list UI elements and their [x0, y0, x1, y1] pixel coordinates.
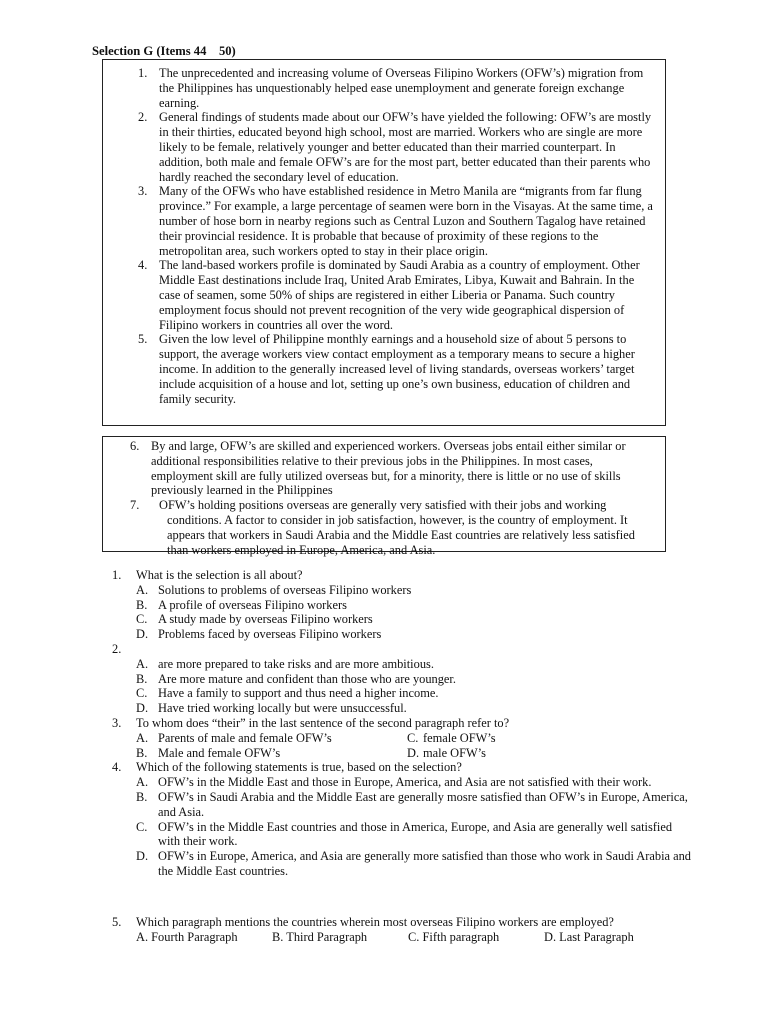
option-letter: A. [136, 929, 149, 944]
question-item [112, 716, 692, 760]
answer-option[interactable] [136, 583, 692, 598]
answer-option[interactable] [408, 930, 544, 945]
option-letter: C. [136, 686, 148, 701]
paragraph-number: 2. [138, 110, 148, 125]
answer-option[interactable] [136, 627, 692, 642]
passage-paragraph [103, 332, 665, 406]
question-number: 3. [112, 715, 122, 730]
option-letter: D. [136, 849, 149, 864]
option-letter: C. [136, 612, 148, 627]
option-text: Have a family to support and thus need a higher income. [158, 686, 439, 701]
answer-option[interactable] [136, 849, 692, 879]
passage-paragraph [103, 66, 665, 110]
question-text: Which of the following statements is true, based on the selection? [136, 760, 462, 775]
paragraph-number: 3. [138, 184, 148, 199]
option-text: female OFW’s [423, 730, 496, 745]
option-text: A profile of overseas Filipino workers [158, 597, 347, 612]
option-letter: B. [136, 597, 148, 612]
answer-option-row [136, 746, 692, 761]
answer-option[interactable] [407, 746, 623, 761]
option-text: OFW’s in Saudi Arabia and the Middle East are generally mosre satisfied than OFW’s in Europe, America, and Asia. [158, 789, 688, 819]
paragraph-text: Given the low level of Philippine monthly earnings and a household size of about 5 persons to support, the average workers view contact employment as a temporary means to secure a higher income. In addition to the generally increased level of living standards, overseas workers’ target include acquisition of a house and lot, setting up one’s own business, education of children and family security. [159, 332, 635, 406]
option-letter: B. [136, 671, 148, 686]
answer-option[interactable] [272, 930, 408, 945]
option-letter: A. [136, 582, 149, 597]
paragraph-number: 4. [138, 258, 148, 273]
option-text: Solutions to problems of overseas Filipino workers [158, 582, 412, 597]
option-text: Are more mature and confident than those who are younger. [158, 671, 456, 686]
passage-paragraph [103, 498, 665, 557]
option-text: OFW’s in the Middle East and those in Europe, America, and Asia are not satisfied with their work. [158, 775, 652, 790]
option-letter: B. [136, 789, 148, 804]
option-letter: A. [136, 775, 149, 790]
answer-option[interactable] [136, 657, 692, 672]
paragraph-text: The land-based workers profile is dominated by Saudi Arabia as a country of employment. Other Middle East destinations include Iraq, United Arab Emirates, Libya, Kuwait and Bahrain. In the case of seamen, some 50% of ships are registered in either Liberia or Panama. Such country employment focus should not prevent recognition of the very wide geographical dispersion of Filipino workers in countries all over the word. [159, 258, 640, 332]
paragraph-number: 5. [138, 332, 148, 347]
paragraph-text: The unprecedented and increasing volume of Overseas Filipino Workers (OFW’s) migration from the Philippines has unquestionably helped ease unemployment and generate foreign exchange earning. [159, 66, 644, 110]
passage-paragraph [103, 439, 665, 498]
question-text: What is the selection is all about? [136, 568, 303, 582]
answer-option[interactable] [136, 731, 407, 746]
option-letter: C. [407, 730, 419, 745]
answer-option[interactable] [407, 731, 623, 746]
selection-heading: Selection G (Items 44 50) [92, 44, 236, 58]
passage-paragraph [103, 184, 665, 258]
answer-option-row [136, 731, 692, 746]
passage-paragraph-list [103, 60, 665, 406]
answer-option[interactable] [136, 612, 692, 627]
option-text: Last Paragraph [559, 929, 634, 944]
option-text: OFW’s in the Middle East countries and those in America, Europe, and Asia are generally well satisfied with their work. [158, 819, 673, 849]
answer-option[interactable] [136, 930, 272, 945]
paragraph-number: 6. [130, 439, 140, 453]
question-number: 1. [112, 568, 122, 582]
paragraph-number: 1. [138, 66, 148, 80]
option-letter: A. [136, 656, 149, 671]
answer-option[interactable] [136, 686, 692, 701]
answer-option[interactable] [136, 746, 407, 761]
question-number: 2. [112, 641, 122, 656]
option-text: Fourth Paragraph [151, 929, 238, 944]
option-letter: D. [407, 745, 420, 760]
option-text: A study made by overseas Filipino workers [158, 612, 373, 627]
option-letter: B. [272, 929, 284, 944]
spacer [112, 879, 692, 915]
option-text: are more prepared to take risks and are more ambitious. [158, 656, 434, 671]
question-text: To whom does “their” in the last sentence of the second paragraph refer to? [136, 715, 510, 730]
option-text: male OFW’s [423, 745, 486, 760]
paragraph-text: By and large, OFW’s are skilled and experienced workers. Overseas jobs entail either similar or additional responsibilities relative to their previous jobs in the Philippines. In most cases, employment skill are fully utilized overseas but, for a minority, there is little or no use of skills previously learned in the Philippines [151, 439, 626, 498]
passage-paragraph [103, 110, 665, 184]
question-item [112, 642, 692, 716]
answer-option[interactable] [136, 820, 692, 850]
option-text: Have tried working locally but were unsuccessful. [158, 701, 407, 716]
option-letter: B. [136, 745, 148, 760]
option-letter: C. [136, 819, 148, 834]
answer-option[interactable] [136, 672, 692, 687]
question-text: Which paragraph mentions the countries wherein most overseas Filipino workers are employed? [136, 914, 614, 929]
question-number: 5. [112, 914, 122, 929]
option-text: Problems faced by overseas Filipino workers [158, 627, 382, 642]
option-text: Male and female OFW’s [158, 745, 281, 760]
option-text: OFW’s in Europe, America, and Asia are generally more satisfied than those who work in Saudi Arabia and the Middle East countries. [158, 849, 692, 878]
option-letter: D. [544, 929, 557, 944]
paragraph-text: Many of the OFWs who have established residence in Metro Manila are “migrants from far flung province.” For example, a large percentage of seamen were born in the Visayas. At the same time, a number of hose born in nearby regions such as Central Luzon and Southern Tagalog have retained their provincial residence. It is probable that because of proximity of these regions to the metropolitan area, such workers opted to stay in their place origin. [159, 184, 653, 258]
question-item [112, 915, 692, 945]
passage-box-1 [102, 59, 666, 426]
option-text: Parents of male and female OFW’s [158, 730, 332, 745]
option-letter: D. [136, 701, 149, 716]
question-number: 4. [112, 760, 122, 775]
passage-paragraph-list [103, 437, 665, 557]
option-letter: D. [136, 627, 149, 642]
question-list [112, 568, 692, 944]
option-letter: C. [408, 929, 420, 944]
question-text [136, 642, 139, 657]
option-text: Third Paragraph [286, 929, 368, 944]
answer-option[interactable] [136, 598, 692, 613]
option-text: Fifth paragraph [422, 929, 500, 944]
answer-option[interactable] [136, 701, 692, 716]
paragraph-text: OFW’s holding positions overseas are generally very satisfied with their jobs and working conditions. A factor to consider in job satisfaction, however, is the country of employment. It appears that workers in Saudi Arabia and the Middle East countries are relatively less satisfied than workers employed in Europe, America, and Asia. [159, 498, 635, 557]
passage-box-2 [102, 436, 666, 557]
answer-option[interactable] [136, 775, 692, 790]
paragraph-text: General findings of students made about our OFW’s have yielded the following: OFW’s are mostly in their thirties, educated beyond high school, most are married. Workers who are single are more likely to be female, relatively younger and better educated than their married counterpart. In addition, both male and female OFW’s are for the most part, better educated than their parents who hardly reached the secondary level of education. [159, 110, 652, 184]
option-letter: A. [136, 730, 149, 745]
answer-option-row [136, 930, 692, 945]
passage-paragraph [103, 258, 665, 332]
paragraph-number: 7. [130, 498, 140, 513]
question-item [112, 568, 692, 642]
question-item [112, 760, 692, 878]
answer-option[interactable] [136, 790, 692, 820]
answer-option[interactable] [544, 930, 634, 945]
